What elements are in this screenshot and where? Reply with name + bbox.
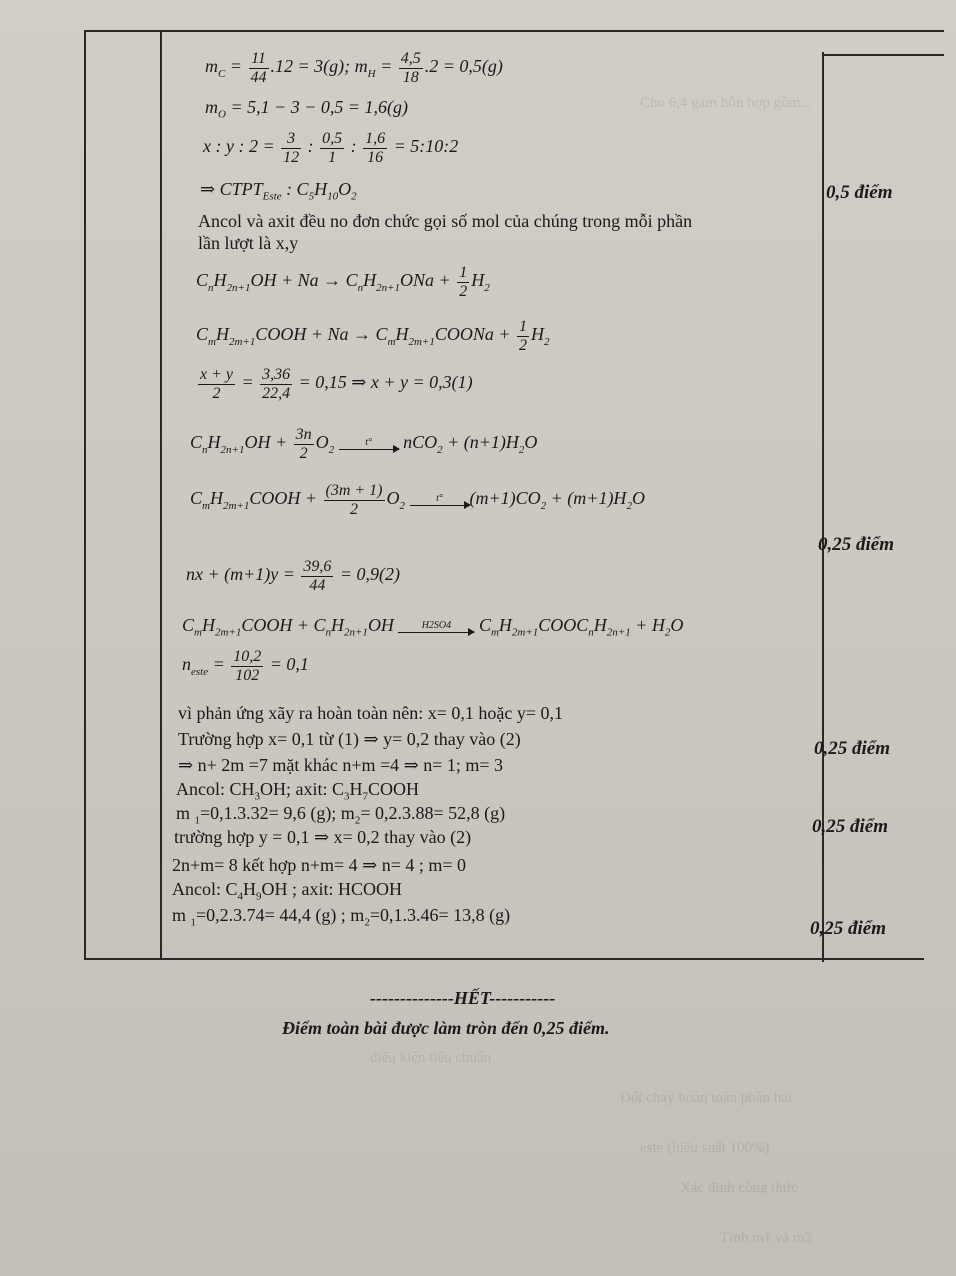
table-column-divider <box>160 30 162 960</box>
reaction-alcohol-combustion: $C_nH_{2n+1}OH$ + $\frac{3n}{2}$ $O_2$ t° $nCO_2 + (n+1)H_2O$ <box>190 426 538 462</box>
bleed-through-text: Xác định công thức <box>680 1180 798 1196</box>
text-case-2: trường hợp y = 0,1 ⇒ x= 0,2 thay vào (2) <box>174 827 472 847</box>
text-complete-reaction: vì phản ứng xãy ra hoàn toàn nên: x= 0,1 hoặc y= 0,1 <box>178 703 563 723</box>
score-label: 0,25 điểm <box>812 816 888 837</box>
score-label: 0,5 điểm <box>826 182 893 203</box>
equation-co2-moles: nx + (m+1)y = $\frac{39,6}{44}$ = 0,9(2) <box>186 558 401 594</box>
bleed-through-text: Tính m1 và m2 <box>720 1230 813 1246</box>
bleed-through-text: Cho 6,4 gam hỗn hợp gồm... <box>640 95 812 111</box>
footer-note: Điểm toàn bài được làm tròn đến 0,25 điểm. <box>282 1018 610 1038</box>
equation-ester-moles: $n_{este}$ = $\frac{10,2}{102}$ = 0,1 <box>182 648 309 684</box>
bleed-through-text: este (hiệu suất 100%) <box>640 1140 770 1156</box>
equation-mass-o: $m_O = 5,1 - 3 - 0,5 = 1,6(g)$ <box>205 97 409 121</box>
text-case-2-solve: 2n+m= 8 kết hợp n+m= 4 ⇒ n= 4 ; m= 0 <box>172 855 467 875</box>
equation-ratio: x : y : 2 = $\frac{3}{12}$ : $\frac{0,5}{1}$ : $\frac{1,6}{16}$ = 5:10:2 <box>203 130 459 166</box>
text-case-1-compounds: Ancol: $CH_3OH$; axit: $C_3H_7COOH$ <box>176 779 420 803</box>
text-case-1-masses: m $_1$=0,1.3.32= 9,6 (g); $m_2= 0,2.3.88= 52,8$ (g) <box>176 803 506 827</box>
text-ancol-axit: Ancol và axit đều no đơn chức gọi số mol của chúng trong mỗi phần <box>198 211 693 231</box>
equation-mass-c-h: $m_C$ = $\frac{11}{44}$ .12 = 3(g); $m_H$ = $\frac{4,5}{18}$ .2 = 0,5(g) <box>205 50 503 86</box>
text-case-1-solve: ⇒ n+ 2m =7 mặt khác n+m =4 ⇒ n= 1; m= 3 <box>178 755 504 775</box>
table-border-bottom <box>84 958 924 960</box>
table-border-top-right <box>824 54 944 56</box>
equation-hydrogen-moles: $\frac{x + y}{2}$ = $\frac{3,36}{22,4}$ = 0,15 ⇒ x + y = 0,3(1) <box>200 366 473 402</box>
table-border-left <box>84 30 86 960</box>
score-label: 0,25 điểm <box>810 918 886 939</box>
reaction-acid-na: $C_mH_{2m+1}COOH + Na$ → $C_mH_{2m+1}COONa$ + $\frac{1}{2}$ $H_2$ <box>196 318 550 354</box>
equation-molecular-formula: ⇒ $CTPT_{Este}$ : $C_5H_{10}O_2$ <box>200 179 357 203</box>
text-case-2-masses: m $_1$=0,2.3.74= 44,4 (g) ; $m_2=0,1.3.46= 13,8$ (g) <box>172 905 511 929</box>
score-label: 0,25 điểm <box>818 534 894 555</box>
reaction-alcohol-na: $C_nH_{2n+1}OH + Na \to C_nH_{2n+1}ONa$ + $\frac{1}{2}$ $H_2$ <box>196 264 490 300</box>
bleed-through-text: Đốt cháy hoàn toàn phần hai <box>620 1090 793 1106</box>
reaction-esterification: $C_mH_{2m+1}COOH + C_nH_{2n+1}OH$ H2SO4 $C_mH_{2m+1}COOC_nH_{2n+1} + H_2O$ <box>182 615 684 639</box>
text-lan-luot: lần lượt là x,y <box>198 233 299 253</box>
reaction-acid-combustion: $C_mH_{2m+1}COOH$ + $\frac{(3m + 1)}{2}$ $O_2$ t° $(m+1)CO_2 + (m+1)H_2O$ <box>190 482 645 518</box>
text-case-1: Trường hợp x= 0,1 từ (1) ⇒ y= 0,2 thay vào (2) <box>178 729 521 749</box>
table-border-top <box>84 30 944 32</box>
end-marker: --------------HẾT----------- <box>370 988 556 1008</box>
bleed-through-text: điều kiện tiêu chuẩn <box>370 1050 492 1066</box>
text-case-2-compounds: Ancol: $C_4H_9OH$ ; axit: HCOOH <box>172 879 402 903</box>
score-label: 0,25 điểm <box>814 738 890 759</box>
